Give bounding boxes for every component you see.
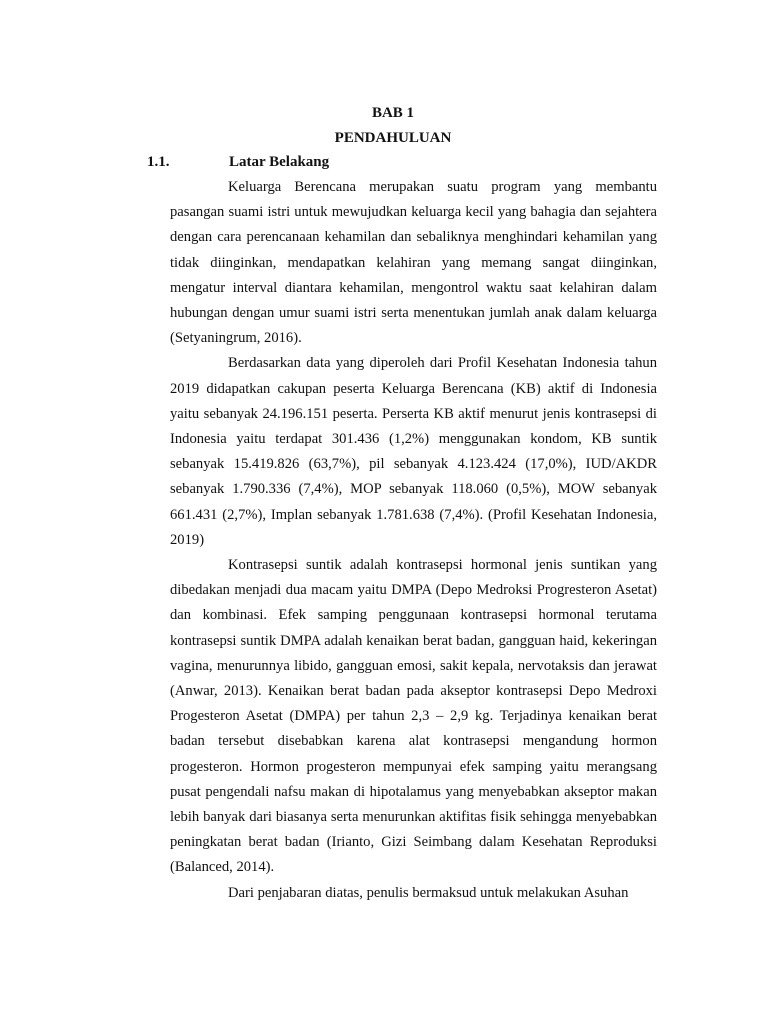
- paragraph: Keluarga Berencana merupakan suatu program yang membantu pasangan suami istri untuk mewujudkan keluarga kecil yang bahagia dan sejahtera dengan cara perencanaan kehamilan dan sebaliknya menghindari kehamilan yang tidak diinginkan, mendapatkan kelahiran yang memang sangat diinginkan, mengatur interval diantara kehamilan, mengontrol waktu saat kelahiran dalam hubungan dengan umur suami istri serta menentukan jumlah anak dalam keluarga (Setyaningrum, 2016).: [170, 179, 657, 347]
- chapter-title: PENDAHULUAN: [334, 130, 452, 146]
- body-text: [170, 175, 657, 906]
- section-number: 1.1.: [147, 154, 170, 170]
- paragraph: Kontrasepsi suntik adalah kontrasepsi hormonal jenis suntikan yang dibedakan menjadi dua macam yaitu DMPA (Depo Medroksi Progresteron Asetat) dan kombinasi. Efek samping penggunaan kontrasepsi hormonal terutama kontrasepsi suntik DMPA adalah kenaikan berat badan, gangguan haid, kekeringan vagina, menurunnya libido, gangguan emosi, sakit kepala, nervotaksis dan jerawat (Anwar, 2013). Kenaikan berat badan pada akseptor kontrasepsi Depo Medroxi Progesteron Asetat (DMPA) per tahun 2,3 – 2,9 kg. Terjadinya kenaikan berat badan tersebut disebabkan karena alat kontrasepsi mengandung hormon progesteron. Hormon progesteron mempunyai efek samping yaitu merangsang pusat pengendali nafsu makan di hipotalamus yang menyebabkan akseptor makan lebih banyak dari biasanya serta menurunkan aktifitas fisik sehingga menyebabkan peningkatan berat badan (Irianto, Gizi Seimbang dalam Kesehatan Reproduksi (Balanced, 2014).: [170, 557, 657, 876]
- section-title: Latar Belakang: [229, 154, 330, 170]
- section-heading: [147, 152, 329, 172]
- chapter-number: BAB 1: [371, 105, 415, 121]
- paragraph: Dari penjabaran diatas, penulis bermaksud untuk melakukan Asuhan: [228, 884, 629, 901]
- paragraph: Berdasarkan data yang diperoleh dari Profil Kesehatan Indonesia tahun 2019 didapatkan cakupan peserta Keluarga Berencana (KB) aktif di Indonesia yaitu sebanyak 24.196.151 peserta. Perserta KB aktif menurut jenis kontrasepsi di Indonesia yaitu terdapat 301.436 (1,2%) menggunakan kondom, KB suntik sebanyak 15.419.826 (63,7%), pil sebanyak 4.123.424 (17,0%), IUD/AKDR sebanyak 1.790.336 (7,4%), MOP sebanyak 118.060 (0,5%), MOW sebanyak 661.431 (2,7%), Implan sebanyak 1.781.638 (7,4%). (Profil Kesehatan Indonesia, 2019): [170, 355, 657, 548]
